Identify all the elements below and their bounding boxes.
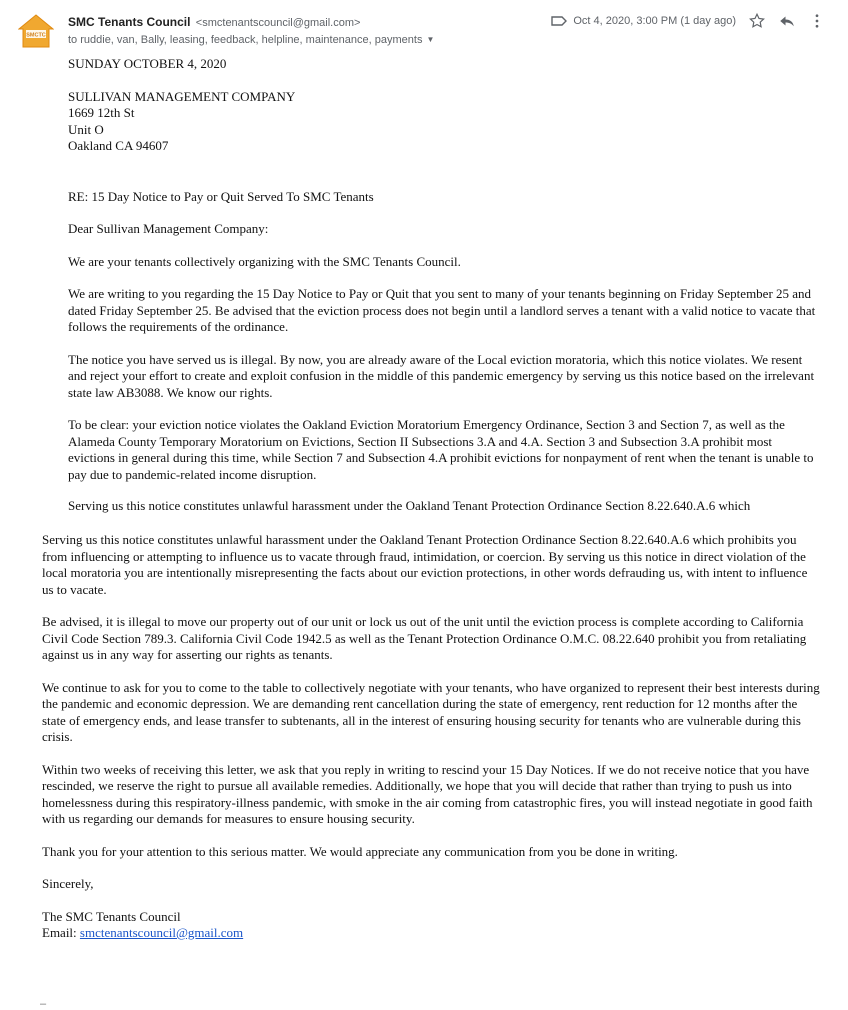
contact-line (42, 925, 822, 942)
sender-line (68, 15, 360, 29)
paragraph: Within two weeks of receiving this letter, we ask that you reply in writing to rescind your 15 Day Notices. If we do not receive notice that you have rescinded, we reserve the right to pursue all available remedies. Additionally, we hope that you will decide that rather than trying to push us into homelessness during this respiratory-illness pandemic, with smoke in the air coming from catastrophic fires, you will instead negotiate in good faith with us regarding our demands for measures to ensure housing security. (42, 761, 813, 826)
closing: Sincerely, (42, 876, 94, 891)
email-header (0, 0, 848, 52)
paragraph: We are writing to you regarding the 15 Day Notice to Pay or Quit that you sent to many of your tenants beginning on Friday September 25 and dated Friday September 25. Be advised that the eviction process does not begin until a landlord serves a tenant with a valid notice to vacate that follows the requirements of the ordinance. (68, 286, 816, 334)
caret-down-icon[interactable]: ▼ (426, 35, 435, 44)
paragraph: Serving us this notice constitutes unlawful harassment under the Oakland Tenant Protection Ordinance Section 8.22.640.A.6 which prohibits you from influencing or attempting to influence us to vacate through fraud, intimidation, or coercion. By serving us this notice in direct violation of the local moratoria you are intentionally misrepresenting the facts about our eviction protections, in other words defrauding us, with intent to influence us to vacate. (42, 532, 808, 597)
address-line: Oakland CA 94607 (68, 138, 169, 153)
more-vert-icon[interactable] (808, 12, 826, 30)
address-line: 1669 12th St (68, 105, 135, 120)
email-link[interactable]: smctenantscouncil@gmail.com (79, 925, 244, 940)
address-line: SULLIVAN MANAGEMENT COMPANY (68, 88, 296, 104)
letter-body-bottom (42, 532, 822, 942)
paragraph: The notice you have served us is illegal. By now, you are already aware of the Local eviction moratoria, which this notice violates. We resent and reject your effort to create and exploit confusion in the middle of this pandemic emergency by serving us this notice based on the irrelevant state law AB3088. We know our rights. (68, 351, 815, 400)
paragraph: Be advised, it is illegal to move our property out of our unit or lock us out of the unit until the eviction process is complete according to California Civil Code Section 789.3. California Civil Code 1942.5 as well as the Tenant Protection Ordinance O.M.C. 08.22.640 prohibit you from retaliating against us in any way for asserting our rights as tenants. (42, 614, 807, 662)
signature: The SMC Tenants Council (42, 908, 181, 924)
letter-body-top (68, 56, 820, 499)
paragraph: To be clear: your eviction notice violates the Oakland Eviction Moratorium Emergency Ordinance, Section 3 and Section 7, as well as the Alameda County Temporary Moratorium on Evictions, Section II Subsections 3.A and 4.A. Section 3 and Subsection 3.A prohibit most evictions in general during this time, while Section 7 and Subsection 4.A prohibit evictions for nonpayment of rent when the tenant is unable to pay due to pandemic-related income disruption. (68, 417, 814, 482)
paragraph: We are your tenants collectively organizing with the SMC Tenants Council. (68, 253, 461, 269)
recipient-address (68, 89, 820, 155)
paragraph: Thank you for your attention to this serious matter. We would appreciate any communication from you be done in writing. (42, 843, 678, 859)
reply-icon[interactable] (778, 12, 796, 30)
salutation: Dear Sullivan Management Company: (68, 221, 269, 236)
recipients-text: to ruddie, van, Bally, leasing, feedback, helpline, maintenance, payments (68, 34, 423, 46)
re-line: RE: 15 Day Notice to Pay or Quit Served To SMC Tenants (68, 188, 374, 204)
letter-date: SUNDAY OCTOBER 4, 2020 (68, 56, 227, 71)
label-icon (551, 15, 567, 27)
sender-email: <smctenantscouncil@gmail.com> (195, 17, 361, 29)
recipients-line[interactable] (68, 34, 434, 46)
star-icon[interactable] (748, 12, 766, 30)
message-toolbar (551, 12, 826, 30)
sender-avatar[interactable] (18, 14, 54, 48)
sender-logo (18, 14, 54, 48)
logo-text: SMCTC (26, 32, 46, 39)
clipped-paragraph: Serving us this notice constitutes unlawful harassment under the Oakland Tenant Protection Ordinance Section 8.22.640.A.6 which (68, 498, 751, 513)
email-label: Email: (42, 925, 80, 940)
trimmed-content-indicator[interactable]: – (40, 998, 47, 1010)
paragraph: We continue to ask for you to come to the table to collectively negotiate with your tenants, who have organized to represent their best interests during the pandemic and economic depression. We are demanding rent cancellation during the state of emergency, rent reduction for 12 months after the state of emergency ends, and lease transfer to subtenants, all in the interest of ensuring housing security for tenants who are vulnerable during this crisis. (42, 679, 820, 744)
address-line: Unit O (68, 121, 104, 137)
message-date: Oct 4, 2020, 3:00 PM (1 day ago) (573, 15, 736, 27)
sender-name[interactable]: SMC Tenants Council (68, 15, 191, 29)
